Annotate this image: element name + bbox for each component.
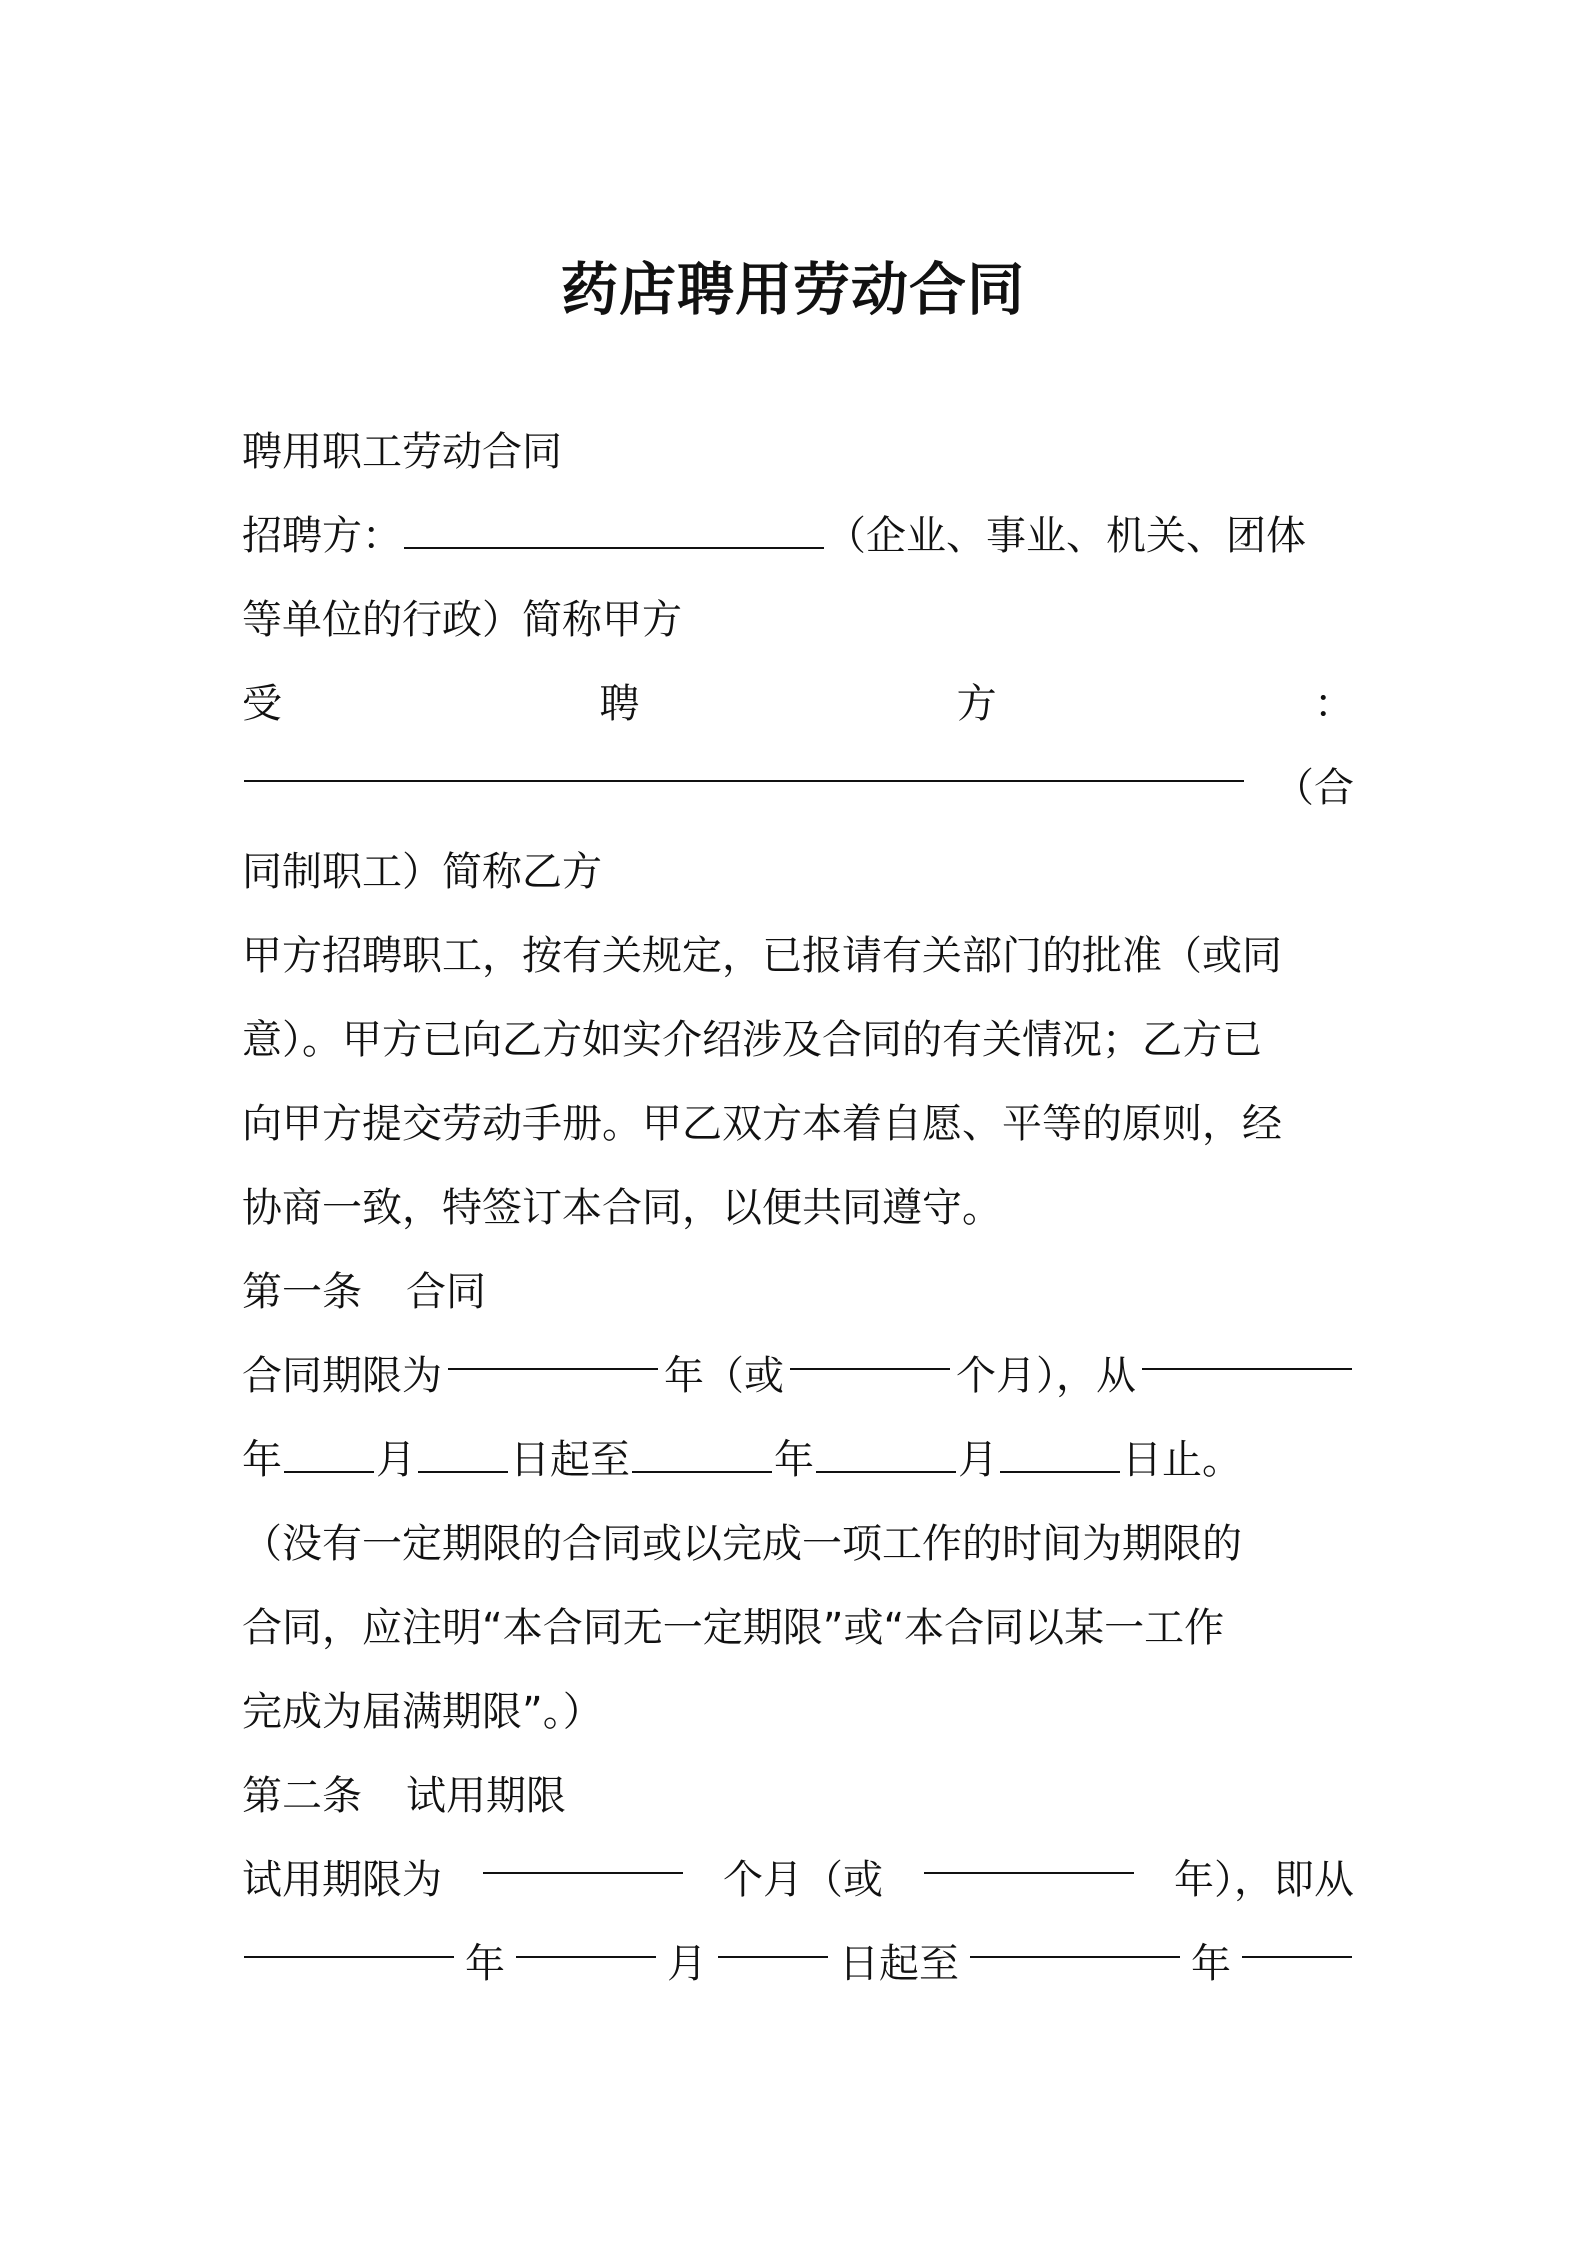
article-1-note-line-2: [242, 1586, 1354, 1670]
intro-line-4: [242, 1166, 1354, 1250]
article-1-note-line-3: [242, 1670, 1354, 1754]
end-day-blank: [1000, 1437, 1120, 1473]
employee-label-char-4: ：: [1313, 681, 1354, 727]
article-2-from-to: 日起至: [839, 1941, 959, 1987]
end-year-blank: [632, 1437, 772, 1473]
article-2-term-text: 试用期限为: [242, 1857, 442, 1903]
employee-blank-line: [242, 746, 1354, 830]
start-year-blank: [1142, 1334, 1352, 1370]
intro-line-3: [242, 1082, 1354, 1166]
article-1-heading: [242, 1250, 1354, 1334]
article-2-title: 试用期限: [406, 1773, 566, 1819]
probation-end-year-blank: [970, 1922, 1180, 1958]
intro-text-2: 意）。甲方已向乙方如实介绍涉及合同的有关情况；乙方已: [242, 1017, 1262, 1063]
years-blank: [448, 1334, 658, 1370]
employer-blank: [404, 513, 824, 549]
start-month-blank: [284, 1437, 374, 1473]
article-1-end: 日止。: [1122, 1437, 1242, 1483]
start-day-blank: [418, 1437, 508, 1473]
article-1-end-month-unit: 月: [958, 1437, 998, 1483]
employee-blank: [244, 746, 1244, 782]
article-2-months-or: 个月（或: [723, 1857, 883, 1903]
article-1-date-line: [242, 1418, 1354, 1502]
intro-text-3: 向甲方提交劳动手册。甲乙双方本着自愿、平等的原则，经: [242, 1101, 1282, 1147]
article-2-label: 第二条: [242, 1773, 362, 1819]
article-1-year-unit: 年: [242, 1437, 282, 1483]
article-1-months-from: 个月），从: [956, 1353, 1136, 1399]
article-1-note-2: 合同，应注明“本合同无一定期限”或“本合同以某一工作: [242, 1605, 1225, 1651]
employee-note-open: （合: [1274, 765, 1354, 811]
document-body: [242, 410, 1354, 2006]
article-2-date-line: [242, 1922, 1354, 2006]
employer-note: （企业、事业、机关、团体: [826, 513, 1306, 559]
article-1-note-3: 完成为届满期限”。）: [242, 1689, 603, 1735]
intro-line-2: [242, 998, 1354, 1082]
probation-start-month-blank: [516, 1922, 656, 1958]
intro-line-1: [242, 914, 1354, 998]
end-month-blank: [816, 1437, 956, 1473]
employee-note-line: [242, 830, 1354, 914]
intro-text-1: 甲方招聘职工，按有关规定，已报请有关部门的批准（或同: [242, 933, 1282, 979]
probation-end-month-blank: [1242, 1922, 1352, 1958]
article-1-note-1: （没有一定期限的合同或以完成一项工作的时间为期限的: [242, 1521, 1242, 1567]
probation-months-blank: [483, 1838, 683, 1874]
employer-label: 招聘方：: [242, 513, 402, 559]
employee-label-char-1: 受: [242, 681, 282, 727]
article-2-years-from: 年），即从: [1174, 1857, 1354, 1903]
article-1-label: 第一条: [242, 1269, 362, 1315]
article-2-end-year-unit: 年: [1191, 1941, 1231, 1987]
probation-start-day-blank: [718, 1922, 828, 1958]
employer-note-continued: 等单位的行政）简称甲方: [242, 597, 682, 643]
employer-note-line: [242, 578, 1354, 662]
employee-label-char-2: 聘: [599, 681, 640, 727]
employee-label-char-3: 方: [956, 681, 997, 727]
employee-note: 同制职工）简称乙方: [242, 849, 602, 895]
employee-label-line: [242, 662, 1354, 746]
article-1-month-unit: 月: [376, 1437, 416, 1483]
probation-start-year-blank: [244, 1922, 454, 1958]
article-1-from-to: 日起至: [510, 1437, 630, 1483]
document-title: 药店聘用劳动合同: [561, 257, 1025, 323]
article-2-term-line: [242, 1838, 1354, 1922]
article-1-note-line-1: [242, 1502, 1354, 1586]
months-blank: [790, 1334, 950, 1370]
subtitle: 聘用职工劳动合同: [242, 429, 562, 475]
article-1-year-or: 年（或: [664, 1353, 784, 1399]
article-1-title: 合同: [406, 1269, 486, 1315]
article-2-month-unit: 月: [667, 1941, 707, 1987]
article-1-term-line: [242, 1334, 1354, 1418]
article-1-term-text: 合同期限为: [242, 1353, 442, 1399]
article-1-end-year-unit: 年: [774, 1437, 814, 1483]
article-2-year-unit: 年: [465, 1941, 505, 1987]
employer-line: [242, 494, 1354, 578]
intro-text-4: 协商一致，特签订本合同，以便共同遵守。: [242, 1185, 1002, 1231]
article-2-heading: [242, 1754, 1354, 1838]
subtitle-line: [242, 410, 1354, 494]
probation-years-blank: [924, 1838, 1134, 1874]
